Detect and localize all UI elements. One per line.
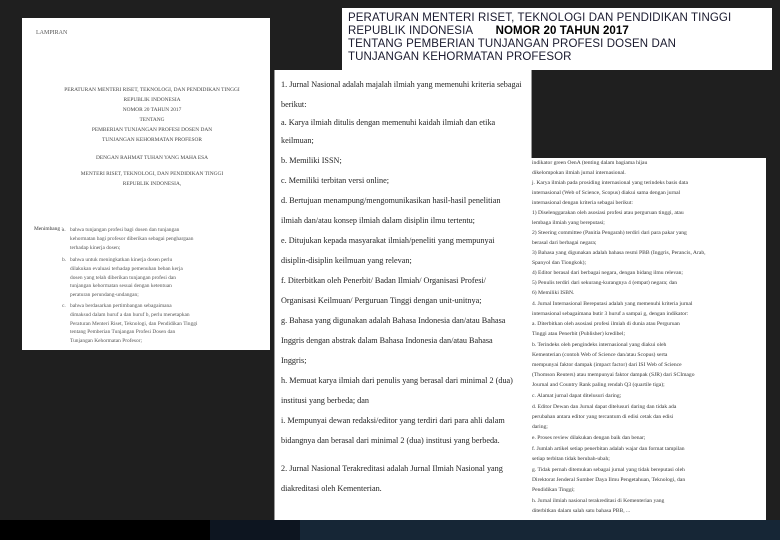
left-header-line: DENGAN RAHMAT TUHAN YANG MAHA ESA — [95, 155, 209, 161]
left-header-line: TUNJANGAN KEHORMATAN PROFESOR — [102, 137, 202, 143]
mid-line: e. Ditujukan kepada masyarakat ilmiah/peneliti yang mempunyai — [281, 236, 495, 245]
left-header-line: PEMBERIAN TUNJANGAN PROFESI DOSEN DAN — [91, 127, 213, 133]
right-line: Tinggi atau Penerbit (Publisher) kredibel; — [532, 331, 626, 337]
right-line: internasional sebagaimana butir 3 huruf a sampai g, dengan indikator: — [532, 311, 689, 317]
item-line: bahwa untuk meningkatkan kinerja dosen perlu — [70, 257, 173, 263]
left-header-line: TENTANG — [139, 117, 165, 123]
mid-line: berikut: — [281, 100, 307, 109]
considering-item-a — [62, 226, 246, 252]
item-line: tentang Pemberian Tunjangan Profesi Dosen dan — [70, 329, 176, 336]
title-republic: REPUBLIK INDONESIA — [348, 25, 473, 37]
mid-line: f. Diterbitkan oleh Penerbit/ Badan Ilmiah/ Organisasi Profesi/ — [281, 276, 486, 285]
mid-line: c. Memiliki terbitan versi online; — [281, 176, 390, 185]
right-line: c. Alamat jurnal dapat ditelusuri daring; — [532, 393, 622, 399]
mid-line: diakreditasi oleh Kementerian. — [281, 484, 382, 493]
item-letter: a. — [62, 227, 66, 233]
title-number: NOMOR 20 TAHUN 2017 — [495, 25, 629, 37]
mid-line: institusi yang berbeda; dan — [281, 396, 369, 405]
left-header-line: PERATURAN MENTERI RISET, TEKNOLOGI, DAN PENDIDIKAN TINGGI — [64, 87, 240, 93]
right-line: Journal and Country Rank paling rendah Q3 (quartile tiga); — [532, 382, 665, 388]
item-line: dosen yang telah diberikan tunjangan profesi dan — [70, 274, 176, 281]
item-line: dilakukan evaluasi terhadap pemenuhan beban kerja — [70, 265, 183, 272]
right-line: internasional dengan kriteria sebagai berikut: — [532, 200, 633, 206]
item-line: kehormatan bagi profesor diberikan sebagai penghargaan — [70, 235, 194, 242]
menimbang-label: Menimbang : — [34, 226, 63, 232]
regulation-title-box — [342, 8, 772, 70]
right-line: j. Karya ilmiah pada prosiding internasional yang terindeks basis data — [532, 180, 688, 186]
right-line: f. Jumlah artikel setiap penerbitan adalah wajar dan format tampilan — [532, 446, 685, 452]
right-line: g. Tidak pernah ditemukan sebagai jurnal yang tidak bereputasi oleh — [532, 467, 685, 473]
right-line: h. Jurnal ilmiah nasional terakreditasi di Kementerian yang — [532, 498, 665, 504]
right-line: Direktorat Jenderal Sumber Daya Ilmu Pengetahuan, Teknologi, dan — [532, 477, 686, 483]
right-line: daring; — [532, 424, 548, 430]
document-page-right — [530, 158, 766, 520]
item-line: Tunjangan Kehormatan Profesor; — [70, 338, 142, 345]
right-line: a. Diterbitkan oleh asosiasi profesi ilmiah di dunia atau Perguruan — [532, 321, 680, 327]
title-line-2 — [348, 25, 629, 37]
right-line: Kementerian (contoh Web of Science dan/atau Scopus) serta — [532, 352, 668, 358]
right-line: lembaga ilmiah yang bereputasi; — [532, 220, 605, 226]
left-header-line: MENTERI RISET, TEKNOLOGI, DAN PENDIDIKAN TINGGI — [80, 171, 224, 177]
mid-line: Inggris; — [281, 356, 307, 365]
item-line: terhadap kinerja dosen; — [70, 244, 121, 251]
title-line: TENTANG PEMBERIAN TUNJANGAN PROFESI DOSEN DAN — [348, 38, 677, 50]
item-letter: c. — [62, 303, 66, 309]
title-line: TUNJANGAN KEHORMATAN PROFESOR — [348, 51, 572, 63]
mid-line: h. Memuat karya ilmiah dari penulis yang berasal dari minimal 2 (dua) — [281, 376, 513, 385]
footer-band-dark — [0, 520, 210, 540]
right-line: 2) Steering committee (Panitia Pengarah) terdiri dari para pakar yang — [532, 230, 687, 236]
right-line: 3) Bahasa yang digunakan adalah bahasa resmi PBB (Inggris, Perancis, Arab, — [532, 250, 706, 256]
mid-line: 2. Jurnal Nasional Terakreditasi adalah Jurnal Ilmiah Nasional yang — [281, 464, 503, 473]
mid-line: 1. Jurnal Nasional adalah majalah ilmiah yang memenuhi kriteria sebagai — [281, 80, 522, 89]
item-letter: b. — [62, 257, 67, 263]
document-page-left — [22, 18, 270, 350]
left-header-line: REPUBLIK INDONESIA — [123, 97, 181, 103]
item-line: bahwa berdasarkan pertimbangan sebagaimana — [70, 303, 172, 309]
left-header-line: NOMOR 20 TAHUN 2017 — [122, 107, 182, 113]
right-line: 5) Penulis terdiri dari sekurang-kurangnya 4 (empat) negara; dan — [532, 280, 678, 286]
considering-item-b — [62, 256, 246, 300]
mid-line: Organisasi Keilmuan/ Perguruan Tinggi dengan unit-unitnya; — [281, 296, 482, 305]
right-line: e. Proses review dilakukan dengan baik dan benar; — [532, 435, 646, 441]
mid-line: bidangnya dan berasal dari minimal 2 (dua) institusi yang berbeda. — [281, 436, 500, 445]
right-line: 6) Memiliki ISBN. — [532, 290, 575, 296]
item-line: tunjangan kehormatan sesuai dengan ketentuan — [70, 283, 172, 290]
right-line: mempunyai faktor dampak (impact factor) dari ISI Web of Science — [532, 362, 682, 368]
right-line: (Thomson Reuters) atau mempunyai faktor dampak (SJR) dari SCImago — [532, 372, 695, 378]
right-line: Spanyol dan Tiongkok); — [532, 260, 587, 266]
left-header-line: REPUBLIK INDONESIA, — [122, 181, 182, 187]
mid-line: g. Bahasa yang digunakan adalah Bahasa Indonesia dan/atau Bahasa — [281, 316, 506, 325]
right-line: Pendidikan Tinggi; — [532, 487, 575, 493]
mid-line: b. Memiliki ISSN; — [281, 156, 342, 165]
mid-line: d. Bertujuan menampung/mengomunikasikan hasil-hasil penelitian — [281, 196, 501, 205]
mid-line: a. Karya ilmiah ditulis dengan memenuhi kaidah ilmiah dan etika — [281, 118, 496, 127]
mid-line: Inggris dengan abstrak dalam Bahasa Indonesia dan/atau Bahasa — [281, 336, 493, 345]
mid-line: ilmiah dan/atau konsep ilmiah dalam disiplin ilmu tertentu; — [281, 216, 475, 225]
item-line: Peraturan Menteri Riset, Teknologi, dan Pendidikan Tinggi — [70, 320, 198, 327]
mid-line: i. Mempunyai dewan redaksi/editor yang terdiri dari para ahli dalam — [281, 416, 505, 425]
right-line: internasional (Web of Science, Scopus) diakui sama dengan jurnal — [532, 190, 681, 196]
right-line: indikator green OenA (tenting dalam bagiama hijau — [532, 160, 648, 166]
mid-line: keilmuan; — [281, 136, 314, 145]
footer-band — [0, 520, 780, 540]
item-line: bahwa tunjangan profesi bagi dosen dan tunjangan — [70, 227, 180, 233]
right-line: 4) Editor berasal dari berbagai negara, dengan bidang ilmu relevan; — [532, 270, 683, 276]
right-line: d. Editor Dewan dan Jurnal dapat ditelusuri daring dan tidak ada — [532, 404, 677, 410]
item-line: dimaksud dalam huruf a dan huruf b, perlu menetapkan — [70, 311, 190, 318]
right-line: 1) Diselenggarakan oleh asosiasi profesi atau perguruan tinggi, atau — [532, 210, 684, 216]
right-line: diterbitkan dalam salah satu bahasa PBB, ... — [532, 508, 631, 514]
right-line: perubahan antara editor yang tercantum di edisi cetak dan edisi — [532, 414, 674, 420]
right-line: dikelompokan ilmiah jurnal internasional. — [532, 170, 626, 176]
document-page-middle — [274, 70, 532, 520]
right-line: b. Terindeks oleh pengindeks internasional yang diakui oleh — [532, 342, 667, 348]
title-line: PERATURAN MENTERI RISET, TEKNOLOGI DAN PENDIDIKAN TINGGI — [348, 12, 732, 24]
footer-band-blue — [300, 520, 780, 540]
right-line: 4. Jurnal Internasional Bereputasi adalah yang memenuhi kriteria jurnal — [532, 301, 693, 307]
lampiran-label: LAMPIRAN — [36, 30, 68, 36]
item-line: peraturan perundang-undangan; — [70, 292, 139, 299]
mid-line: disiplin-disiplin keilmuan yang relevan; — [281, 256, 412, 265]
right-line: berasal dari berbagai negara; — [532, 240, 597, 246]
considering-item-c — [62, 302, 246, 346]
right-line: setiap terbitan tidak berubah-ubah; — [532, 456, 610, 462]
